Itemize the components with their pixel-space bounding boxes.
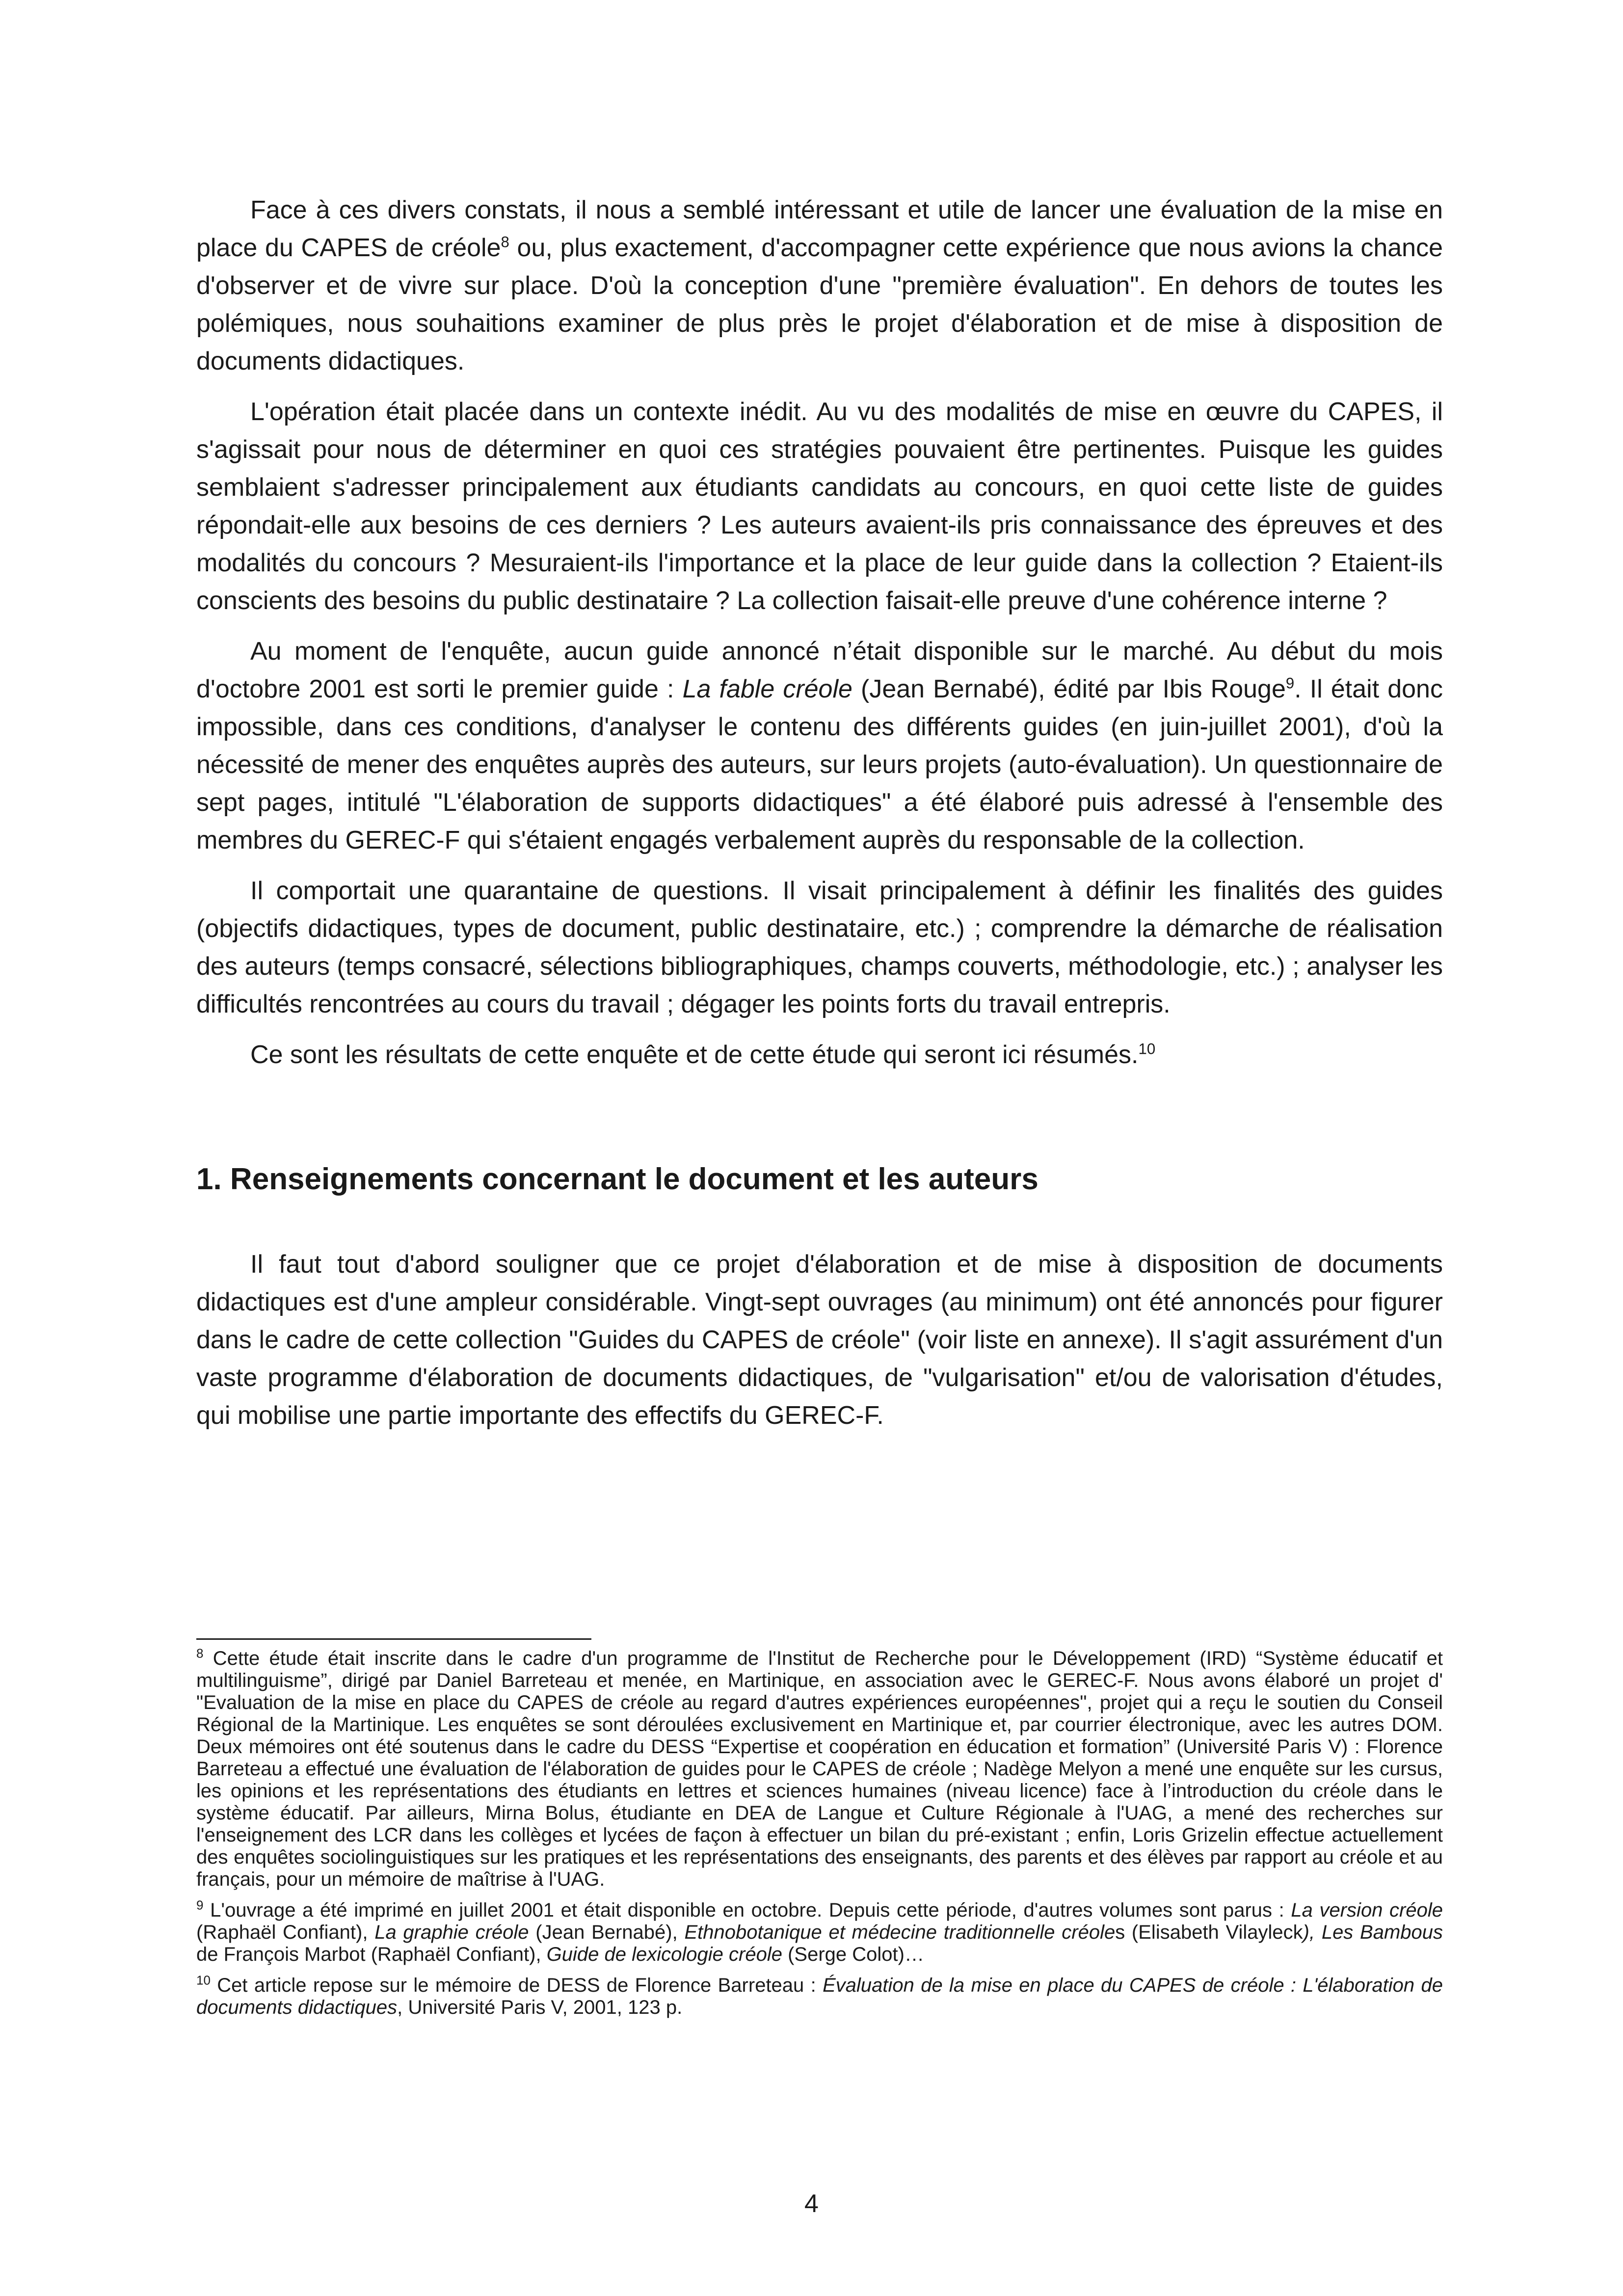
footnote-text: de François Marbot (Raphaël Confiant), xyxy=(196,1944,547,1965)
paragraph-3-text: Au moment de l'enquête, aucun guide annoncé n’était disponible sur le marché. Au début du mois d'octobre 2001 est sorti le premier guide : xyxy=(196,637,1443,703)
paragraph-1-text-cont: ou, plus exactement, d'accompagner cette expérience que nous avions la chance d'observer et de vivre sur place. D'où la conception d'une "première évaluation". En dehors de toutes les polémiques, nous souhaitions examiner de plus près le projet d'élaboration et de mise à disposition de documents didactiques. xyxy=(196,234,1443,375)
paragraph-3-text-cont: (Jean Bernabé), édité par Ibis Rouge xyxy=(852,675,1286,703)
thesis-title: Évaluation de la mise en place du CAPES de créole : L'élaboration de documents didactiques xyxy=(196,1975,1443,2018)
paragraph-1 xyxy=(196,191,1443,380)
book-title: La version créole xyxy=(1291,1899,1443,1921)
paragraph-2: L'opération était placée dans un contexte inédit. Au vu des modalités de mise en œuvre du CAPES, il s'agissait pour nous de déterminer en quoi ces stratégies pouvaient être pertinentes. Puisque les guides semblaient s'adresser principalement aux étudiants candidats au concours, en quoi cette liste de guides répondait-elle aux besoins de ces derniers ? Les auteurs avaient-ils pris connaissance des épreuves et des modalités du concours ? Mesuraient-ils l'importance et la place de leur guide dans la collection ? Etaient-ils conscients des besoins du public destinataire ? La collection faisait-elle preuve d'une cohérence interne ? xyxy=(196,398,1443,615)
paragraph-3-text-end: . Il était donc impossible, dans ces conditions, d'analyser le contenu des différents guides (en juin-juillet 2001), d'où la nécessité de mener des enquêtes auprès des auteurs, sur leurs projets (auto-évaluation). Un questionnaire de sept pages, intitulé "L'élaboration de supports didactiques" a été élaboré puis adressé à l'ensemble des membres du GEREC-F qui s'étaient engagés verbalement auprès du responsable de la collection. xyxy=(196,675,1443,854)
footnote-ref-10[interactable]: 10 xyxy=(1138,1040,1156,1058)
section-heading: 1. Renseignements concernant le document et les auteurs xyxy=(196,1162,1038,1196)
footnote-text: s (Elisabeth Vilayleck xyxy=(1115,1922,1303,1943)
paragraph-6: Il faut tout d'abord souligner que ce projet d'élaboration et de mise à disposition de documents didactiques est d'une ampleur considérable. Vingt-sept ouvrages (au minimum) ont été annoncés pour figurer dans le cadre de cette collection "Guides du CAPES de créole" (voir liste en annexe). Il s'agit assurément d'un vaste programme d'élaboration de documents didactiques, de "vulgarisation" et/ou de valorisation d'études, qui mobilise une partie importante des effectifs du GEREC-F. xyxy=(196,1250,1443,1430)
footnotes xyxy=(196,1638,1443,2028)
paragraph-5-text: Ce sont les résultats de cette enquête et de cette étude qui seront ici résumés. xyxy=(250,1041,1139,1069)
footnote-8 xyxy=(196,1648,1443,1891)
book-title: Guide de lexicologie créole xyxy=(546,1944,782,1965)
paragraph-4: Il comportait une quarantaine de questions. Il visait principalement à définir les finalités des guides (objectifs didactiques, types de document, public destinataire, etc.) ; comprendre la démarche de réalisation des auteurs (temps consacré, sélections bibliographiques, champs couverts, méthodologie, etc.) ; analyser les difficultés rencontrées au cours du travail ; dégager les points forts du travail entrepris. xyxy=(196,877,1443,1018)
footnote-number: 8 xyxy=(196,1646,204,1661)
book-title: La fable créole xyxy=(682,675,852,703)
footnote-text: (Raphaël Confiant), xyxy=(196,1922,375,1943)
book-title: ), Les Bambous xyxy=(1303,1922,1443,1943)
paragraph-5 xyxy=(196,1036,1443,1074)
footnote-ref-8[interactable]: 8 xyxy=(501,233,509,251)
paragraph-3 xyxy=(196,633,1443,859)
footnote-text: Cet article repose sur le mémoire de DESS de Florence Barreteau : xyxy=(210,1975,823,1996)
footnote-ref-9[interactable]: 9 xyxy=(1285,674,1295,692)
footnote-text: , Université Paris V, 2001, 123 p. xyxy=(397,1997,683,2018)
footnote-text: Cette étude était inscrite dans le cadre d'un programme de l'Institut de Recherche pour le Développement (IRD) “Système éducatif et multilinguisme”, dirigé par Daniel Barreteau et menée, en Martinique, en association avec le GEREC-F. Nous avons élaboré un projet d' "Evaluation de la mise en place du CAPES de créole au regard d'autres expériences européennes", projet qui a reçu le soutien du Conseil Régional de la Martinique. Les enquêtes se sont déroulées exclusivement en Martinique et, par courrier électronique, avec les autres DOM. Deux mémoires ont été soutenus dans le cadre du DESS “Expertise et coopération en éducation et formation” (Université Paris V) : Florence Barreteau a effectué une évaluation de l'élaboration de guides pour le CAPES de créole ; Nadège Melyon a mené une enquête sur les cursus, les opinions et les représentations des étudiants en lettres et sciences humaines (niveau licence) face à l’introduction du créole dans le système éducatif. Par ailleurs, Mirna Bolus, étudiante en DEA de Langue et Culture Régionale à l'UAG, a mené des recherches sur l'enseignement des LCR dans les collèges et lycées de façon à effectuer un bilan du pré-existant ; enfin, Loris Grizelin effectue actuellement des enquêtes sociolinguistiques sur les pratiques et les représentations des enseignants, des parents et des élèves par rapport au créole et au français, pour un mémoire de maîtrise à l'UAG. xyxy=(196,1648,1443,1890)
footnote-separator xyxy=(196,1638,591,1640)
book-title: La graphie créole xyxy=(374,1922,529,1943)
footnote-number: 10 xyxy=(196,1973,211,1988)
footnote-text: L'ouvrage a été imprimé en juillet 2001 et était disponible en octobre. Depuis cette période, d'autres volumes sont parus : xyxy=(203,1899,1291,1921)
footnote-number: 9 xyxy=(196,1897,204,1913)
footnote-9 xyxy=(196,1899,1443,1966)
footnote-text: (Serge Colot)… xyxy=(782,1944,924,1965)
footnote-10 xyxy=(196,1975,1443,2019)
main-text xyxy=(196,191,1443,1447)
page-number: 4 xyxy=(804,2189,819,2218)
paragraph-1-text: Face à ces divers constats, il nous a semblé intéressant et utile de lancer une évaluation de la mise en place du CAPES de créole xyxy=(196,196,1443,262)
footnote-text: (Jean Bernabé), xyxy=(529,1922,685,1943)
book-title: Ethnobotanique et médecine traditionnelle créole xyxy=(684,1922,1116,1943)
